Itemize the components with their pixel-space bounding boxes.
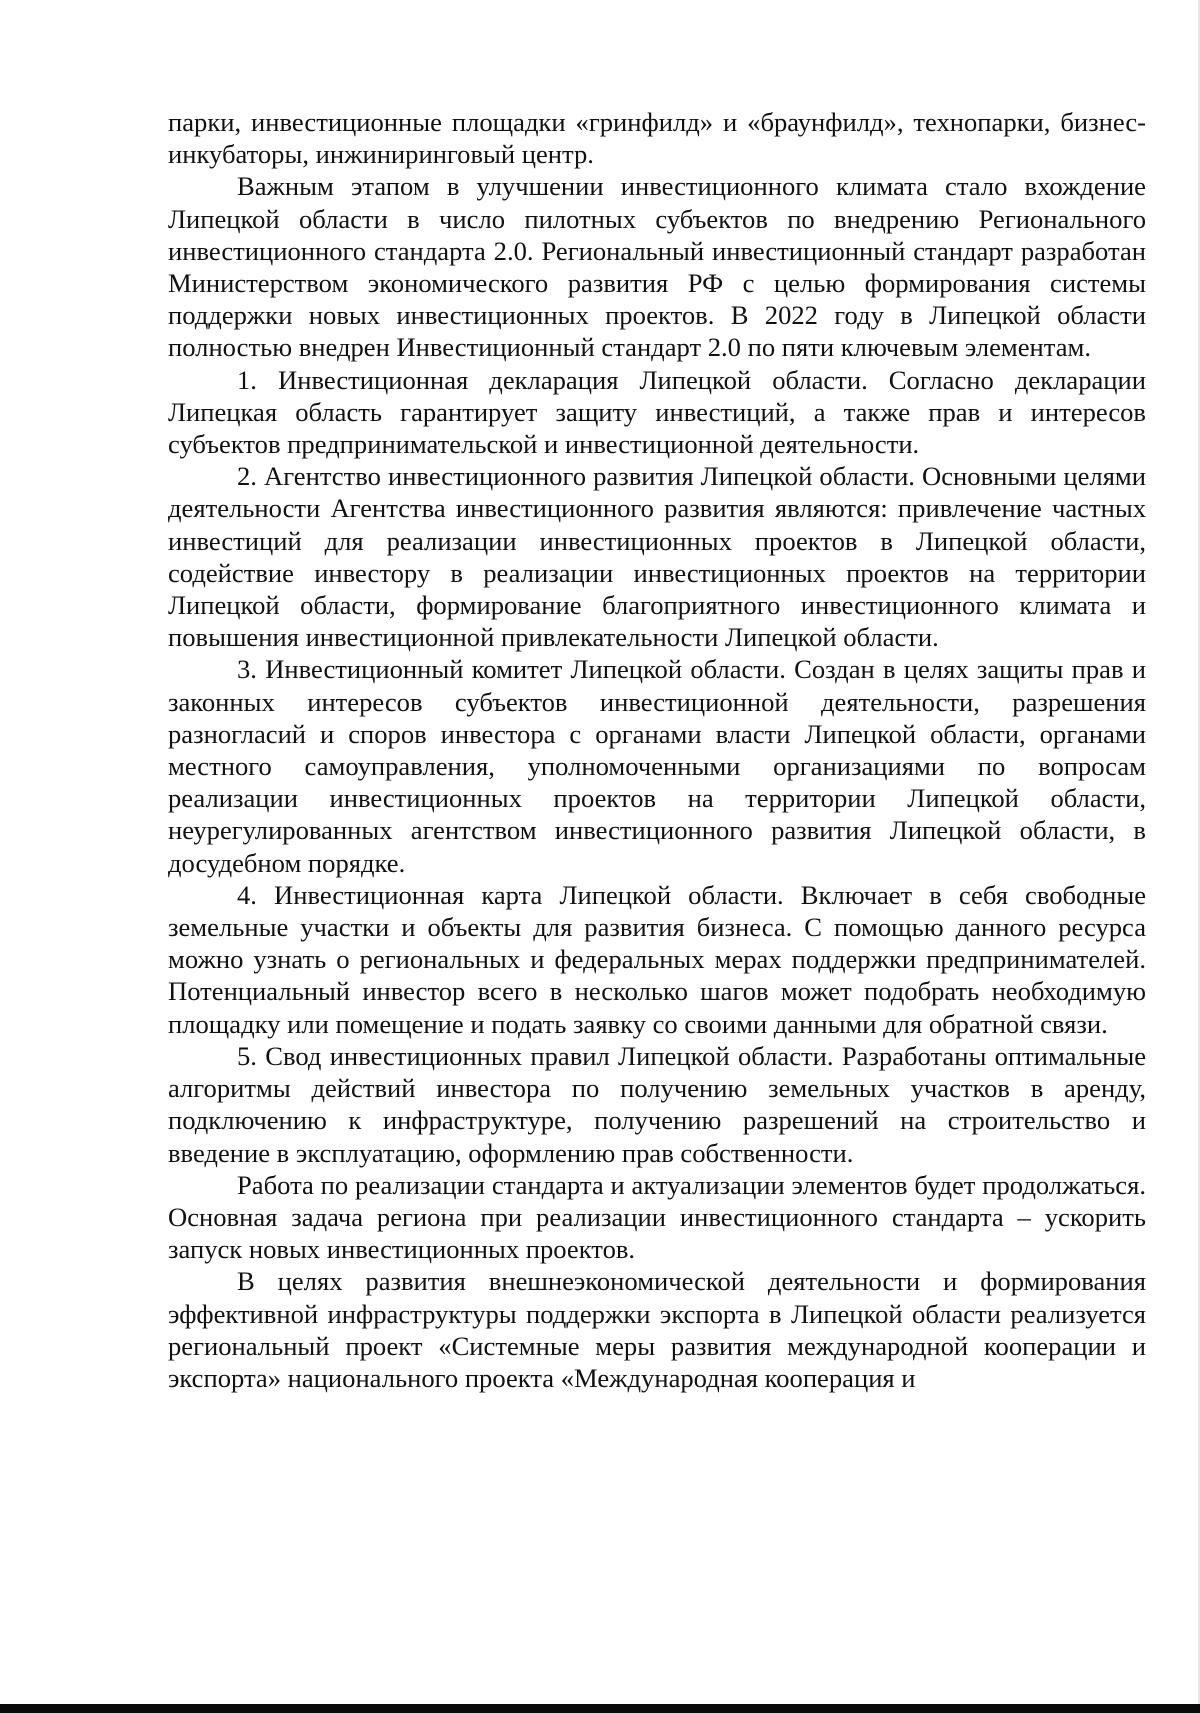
paragraph-item-5-rules: 5. Свод инвестиционных правил Липецкой области. Разработаны оптимальные алгоритмы действий инвестора по получению земельных участков в аренду, подключению к инфраструктуре, получению разрешений на строительство и введение в эксплуатацию, оформлению прав собственности. [168, 1040, 1146, 1168]
paragraph-item-4-map: 4. Инвестиционная карта Липецкой области. Включает в себя свободные земельные участки и объекты для развития бизнеса. С помощью данного ресурса можно узнать о региональных и федеральных мерах поддержки предпринимателей. Потенциальный инвестор всего в несколько шагов может подобрать необходимую площадку или помещение и подать заявку со своими данными для обратной связи. [168, 879, 1146, 1039]
paragraph-item-3-committee: 3. Инвестиционный комитет Липецкой области. Создан в целях защиты прав и законных интересов субъектов инвестиционной деятельности, разрешения разногласий и споров инвестора с органами власти Липецкой области, органами местного самоуправления, уполномоченными организациями по вопросам реализации инвестиционных проектов на территории Липецкой области, неурегулированных агентством инвестиционного развития Липецкой области, в досудебном порядке. [168, 654, 1146, 878]
document-body [168, 106, 1146, 1394]
paragraph-item-1-declaration: 1. Инвестиционная декларация Липецкой области. Согласно декларации Липецкая область гарантирует защиту инвестиций, а также прав и интересов субъектов предпринимательской и инвестиционной деятельности. [168, 364, 1146, 460]
paragraph-item-2-agency: 2. Агентство инвестиционного развития Липецкой области. Основными целями деятельности Агентства инвестиционного развития являются: привлечение частных инвестиций для реализации инвестиционных проектов в Липецкой области, содействие инвестору в реализации инвестиционных проектов на территории Липецкой области, формирование благоприятного инвестиционного климата и повышения инвестиционной привлекательности Липецкой области. [168, 461, 1146, 653]
paragraph-investment-standard: Важным этапом в улучшении инвестиционного климата стало вхождение Липецкой области в число пилотных субъектов по внедрению Регионального инвестиционного стандарта 2.0. Региональный инвестиционный стандарт разработан Министерством экономического развития РФ с целью формирования системы поддержки новых инвестиционных проектов. В 2022 году в Липецкой области полностью внедрен Инвестиционный стандарт 2.0 по пяти ключевым элементам. [168, 171, 1146, 363]
scan-bottom-border [0, 1704, 1200, 1713]
paragraph-export-project: В целях развития внешнеэкономической деятельности и формирования эффективной инфраструктуры поддержки экспорта в Липецкой области реализуется региональный проект «Системные меры развития международной кооперации и экспорта» национального проекта «Международная кооперация и [168, 1266, 1146, 1393]
paragraph-standard-work: Работа по реализации стандарта и актуализации элементов будет продолжаться. Основная задача региона при реализации инвестиционного стандарта – ускорить запуск новых инвестиционных проектов. [168, 1169, 1146, 1265]
paragraph-continuation: парки, инвестиционные площадки «гринфилд» и «браунфилд», технопарки, бизнес-инкубаторы, инжиниринговый центр. [168, 107, 1146, 170]
